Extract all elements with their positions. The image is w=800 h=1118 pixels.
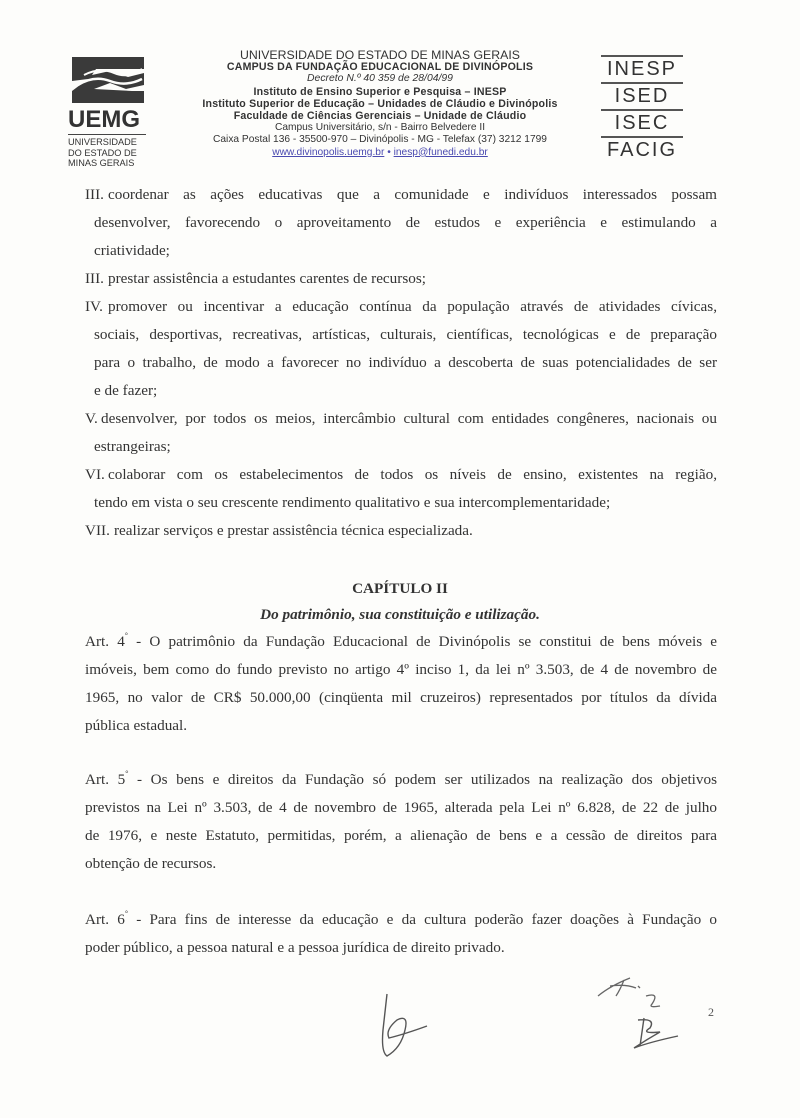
chapter-subtitle: Do patrimônio, sua constituição e utilização. bbox=[260, 606, 540, 623]
item-text: prestar assistência a estudantes carentes de recursos; bbox=[108, 270, 426, 287]
article-text: imóveis, bem como do fundo previsto no artigo 4º inciso 1, da lei nº 3.503, de 4 de novembro de bbox=[85, 661, 717, 678]
article-text: 1965, no valor de CR$ 50.000,00 (cinqüenta mil cruzeiros) representados por títulos da dívida bbox=[85, 689, 717, 706]
logo-subtitle-3: MINAS GERAIS bbox=[68, 158, 135, 168]
article-line bbox=[85, 633, 717, 651]
contact-links bbox=[160, 147, 600, 159]
item-text: promover ou incentivar a educação contínua da população através de atividades cívicas, bbox=[108, 298, 717, 315]
decree: Decreto N.º 40 359 de 28/04/99 bbox=[307, 73, 453, 85]
item-number: IV. bbox=[85, 298, 103, 315]
institute-code: ISED bbox=[614, 85, 670, 107]
item-text: coordenar as ações educativas que a comunidade e indivíduos interessados possam bbox=[108, 186, 717, 203]
institute-facig: Faculdade de Ciências Gerenciais – Unidade de Cláudio bbox=[233, 110, 527, 123]
article-label: Art. 6 bbox=[85, 911, 125, 928]
logo-subtitle-1: UNIVERSIDADE bbox=[68, 137, 137, 147]
item-text: e de fazer; bbox=[94, 382, 158, 399]
item-text: tendo em vista o seu crescente rendimento qualitativo e sua intercomplementaridade; bbox=[94, 494, 611, 511]
item-text: desenvolver, por todos os meios, intercâmbio cultural com entidades congêneres, nacionais ou bbox=[101, 410, 717, 427]
article-line bbox=[85, 911, 717, 929]
postal-contact: Caixa Postal 136 - 35500-970 – Divinópolis - MG - Telefax (37) 3212 1799 bbox=[213, 134, 547, 146]
institute-ised: Instituto Superior de Educação – Unidades de Cláudio e Divinópolis bbox=[202, 97, 558, 110]
article-ordinal: ° bbox=[124, 909, 129, 918]
article-ordinal: ° bbox=[124, 631, 128, 640]
institute-code: ISEC bbox=[614, 112, 670, 134]
article-line bbox=[85, 771, 717, 789]
uemg-logo bbox=[68, 55, 152, 169]
article-text: obtenção de recursos. bbox=[85, 855, 217, 872]
website-link[interactable]: www.divinopolis.uemg.br bbox=[272, 146, 385, 158]
logo-divider bbox=[68, 134, 146, 135]
article-text: pública estadual. bbox=[85, 717, 188, 734]
logo-subtitle-2: DO ESTADO DE bbox=[68, 147, 137, 158]
uemg-emblem-icon bbox=[70, 55, 146, 105]
article-text: - Os bens e direitos da Fundação só podem ser utilizados na realização dos objetivos bbox=[128, 771, 717, 788]
article-text: previstos na Lei nº 3.503, de 4 de novembro de 1965, alterada pela Lei nº 6.828, de 22 de julho bbox=[85, 799, 717, 816]
signature-initials-left bbox=[375, 990, 435, 1060]
article-text: poder público, a pessoa natural e a pessoa jurídica de direito privado. bbox=[85, 939, 505, 956]
article-text: - Para fins de interesse da educação e da cultura poderão fazer doações à Fundação o bbox=[128, 911, 717, 928]
institute-inesp: Instituto de Ensino Superior e Pesquisa – INESP bbox=[253, 85, 507, 98]
article-ordinal: ° bbox=[125, 769, 129, 778]
chapter-title: CAPÍTULO II bbox=[352, 580, 448, 597]
article-text: de 1976, e neste Estatuto, permitidas, porém, a alienação de bens e a cessão de direitos para bbox=[85, 827, 717, 844]
university-name: UNIVERSIDADE DO ESTADO DE MINAS GERAIS bbox=[240, 48, 520, 62]
logo-acronym: UEMG bbox=[68, 106, 140, 133]
institute-code: FACIG bbox=[606, 139, 677, 161]
article-text: - O patrimônio da Fundação Educacional de Divinópolis se constitui de bens móveis e bbox=[128, 633, 717, 650]
item-number: V. bbox=[85, 410, 98, 427]
letterhead bbox=[160, 49, 600, 159]
signature-initials-right bbox=[590, 968, 700, 1058]
item-text: estrangeiras; bbox=[94, 438, 171, 455]
link-separator: • bbox=[387, 146, 391, 158]
item-text: desenvolver, favorecendo o aproveitamento de estudos e experiência e estimulando a bbox=[94, 214, 717, 231]
item-number: VII. bbox=[85, 522, 110, 539]
email-link[interactable]: inesp@funedi.edu.br bbox=[393, 146, 488, 158]
item-number: III. bbox=[85, 186, 104, 203]
institutes-list bbox=[601, 55, 683, 163]
article-label: Art. 4 bbox=[85, 633, 125, 650]
item-number: VI. bbox=[85, 466, 105, 483]
item-text: para o trabalho, de modo a favorecer no indivíduo a descoberta de suas potencialidades de ser bbox=[94, 354, 717, 371]
page-number: 2 bbox=[708, 1005, 714, 1019]
institute-code: INESP bbox=[606, 58, 678, 80]
article-label: Art. 5 bbox=[85, 771, 126, 788]
item-text: sociais, desportivas, recreativas, artísticas, culturais, científicas, tecnológicas e de preparação bbox=[94, 326, 717, 343]
campus-address: Campus Universitário, s/n - Bairro Belvedere II bbox=[274, 122, 486, 134]
item-text: colaborar com os estabelecimentos de todos os níveis de ensino, existentes na região, bbox=[108, 466, 717, 483]
item-text: realizar serviços e prestar assistência técnica especializada. bbox=[114, 522, 473, 539]
item-number: III. bbox=[85, 270, 104, 287]
item-text: criatividade; bbox=[94, 242, 170, 259]
campus-name: CAMPUS DA FUNDAÇÃO EDUCACIONAL DE DIVINÓPOLIS bbox=[226, 61, 534, 74]
